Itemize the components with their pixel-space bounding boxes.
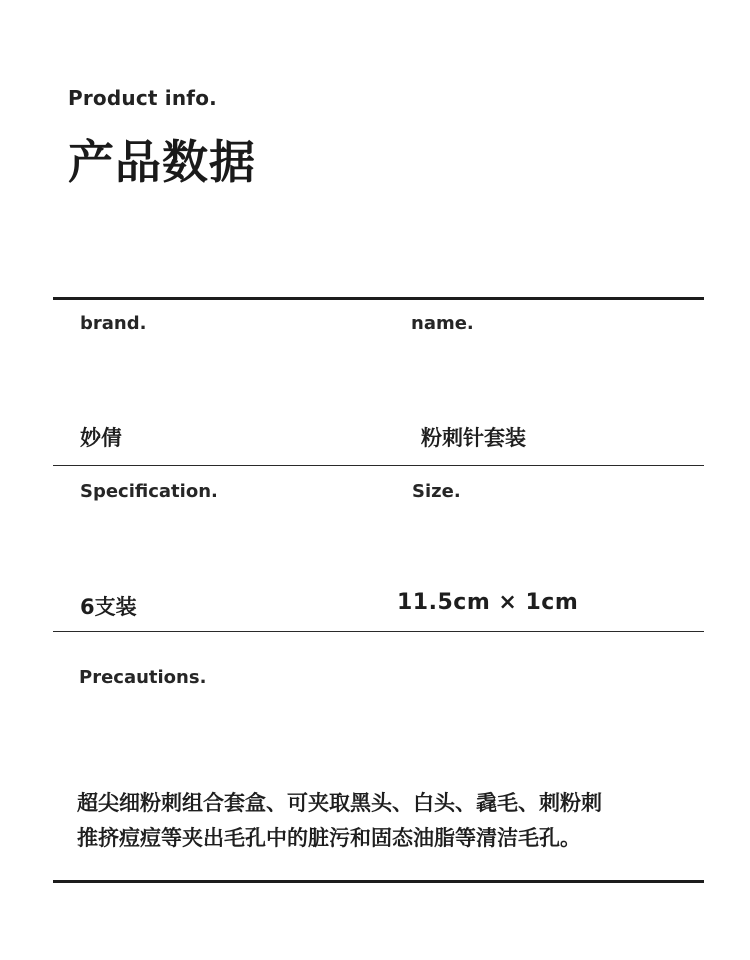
precautions-description xyxy=(77,786,677,856)
name-label: name. xyxy=(411,313,474,334)
size-value: 11.5cm × 1cm xyxy=(397,590,579,615)
precautions-label: Precautions. xyxy=(79,667,207,688)
precautions-line: 超尖细粉刺组合套盒、可夹取黑头、白头、毳毛、刺粉刺 xyxy=(77,791,602,815)
specification-label: Specification. xyxy=(80,481,218,502)
size-label: Size. xyxy=(412,481,461,502)
top-divider xyxy=(53,297,704,300)
product-info-subtitle: Product info. xyxy=(68,86,217,110)
specification-value: 6支装 xyxy=(80,595,137,619)
name-value: 粉刺针套装 xyxy=(421,426,526,450)
bottom-divider xyxy=(53,880,704,883)
precautions-line: 推挤痘痘等夹出毛孔中的脏污和固态油脂等清洁毛孔。 xyxy=(77,826,581,850)
row-divider xyxy=(53,631,704,632)
row-divider xyxy=(53,465,704,466)
page-title: 产品数据 xyxy=(68,135,256,189)
brand-label: brand. xyxy=(80,313,147,334)
brand-value: 妙倩 xyxy=(80,426,122,450)
